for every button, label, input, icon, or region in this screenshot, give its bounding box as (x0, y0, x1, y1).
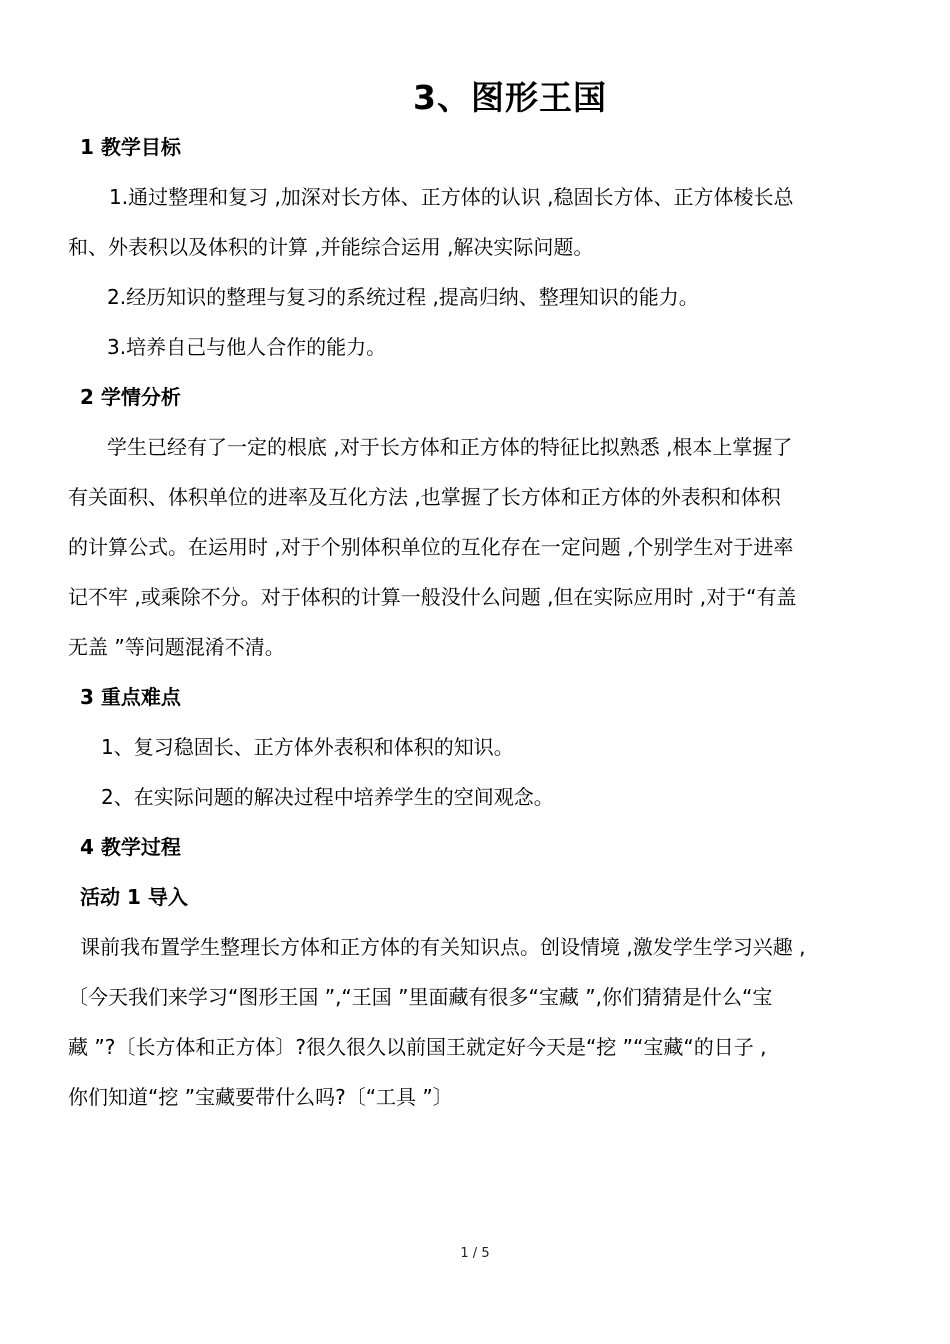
learner-analysis-line-4: 记不牢 ,或乘除不分。对于体积的计算一般没什么问题 ,但在实际应用时 ,对于“有盖 (68, 585, 797, 609)
learner-analysis-line-1: 学生已经有了一定的根底 ,对于长方体和正方体的特征比拟熟悉 ,根本上掌握了 (107, 435, 793, 459)
objective-1-line-1: 1.通过整理和复习 ,加深对长方体、正方体的认识 ,稳固长方体、正方体棱长总 (109, 185, 794, 209)
objective-3: 3.培养自己与他人合作的能力。 (107, 335, 387, 359)
activity-line-1: 课前我布置学生整理长方体和正方体的有关知识点。创设情境 ,激发学生学习兴趣 , (80, 935, 806, 959)
learner-analysis-line-2: 有关面积、体积单位的进率及互化方法 ,也掌握了长方体和正方体的外表积和体积 (68, 485, 781, 509)
objective-1-line-2: 和、外表积以及体积的计算 ,并能综合运用 ,解决实际问题。 (68, 235, 594, 259)
objective-2: 2.经历知识的整理与复习的系统过程 ,提高归纳、整理知识的能力。 (107, 285, 699, 309)
heading-learner-analysis: 2 学情分析 (80, 385, 181, 409)
learner-analysis-line-3: 的计算公式。在运用时 ,对于个别体积单位的互化存在一定问题 ,个别学生对于进率 (68, 535, 794, 559)
learner-analysis-line-5: 无盖 ”等问题混淆不清。 (68, 635, 285, 659)
heading-teaching-process: 4 教学过程 (80, 835, 181, 859)
activity-line-3: 藏 ”?〔长方体和正方体〕?很久很久以前国王就定好今天是“挖 ”“宝藏“的日子 , (68, 1035, 767, 1059)
heading-key-difficulties: 3 重点难点 (80, 685, 181, 709)
page-number: 1 / 5 (460, 1246, 490, 1261)
heading-activity-1: 活动 1 导入 (80, 885, 188, 909)
activity-line-4: 你们知道“挖 ”宝藏要带什么吗?〔“工具 ”〕 (68, 1085, 453, 1109)
document-title: 3、图形王国 (413, 78, 607, 117)
key-point-1: 1、复习稳固长、正方体外表积和体积的知识。 (101, 735, 514, 759)
heading-teaching-objectives: 1 教学目标 (80, 135, 181, 159)
key-point-2: 2、在实际问题的解决过程中培养学生的空间观念。 (101, 785, 554, 809)
activity-line-2: 〔今天我们来学习“图形王国 ”,“王国 ”里面藏有很多“宝藏 ”,你们猜猜是什么“宝 (68, 985, 773, 1009)
